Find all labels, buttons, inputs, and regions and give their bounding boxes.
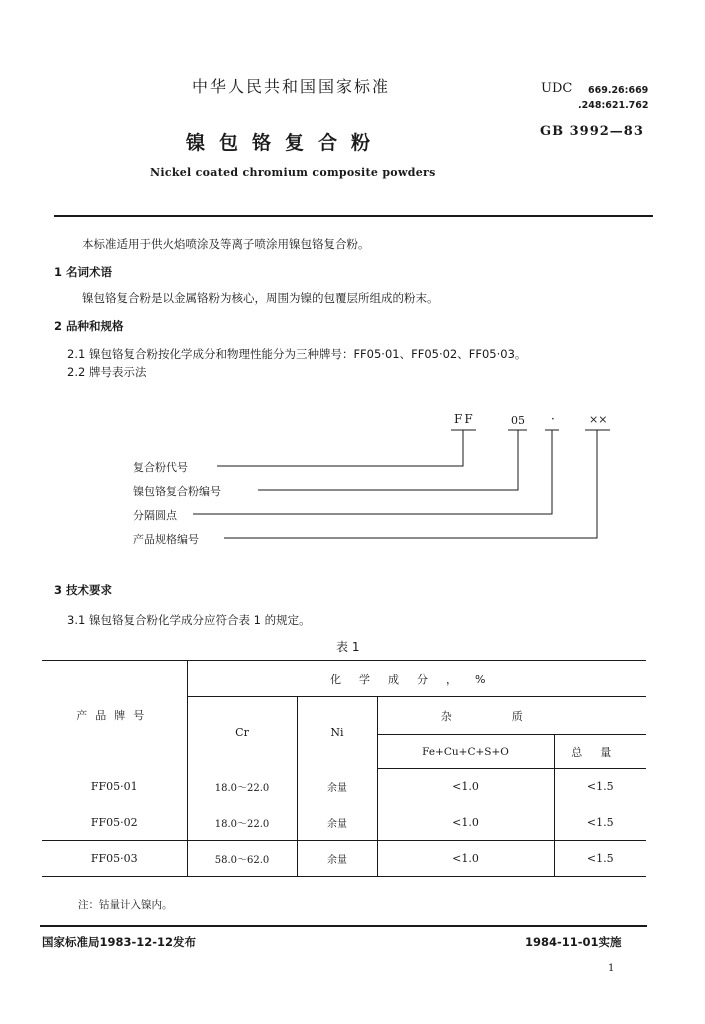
table-row: [42, 769, 646, 805]
header-impurity: 杂质: [377, 697, 646, 735]
cell-total: <1.5: [554, 769, 646, 805]
cell-ni: 余量: [297, 841, 377, 877]
section-1-heading: 1 名词术语: [54, 265, 113, 279]
cell-fe-cu-c-s-o: <1.0: [377, 841, 554, 877]
chemical-composition-table: [42, 660, 646, 877]
designation-code: FF: [454, 412, 475, 426]
cell-ni: 余量: [297, 805, 377, 841]
udc-number-line1: 669.26:669: [588, 85, 649, 96]
section-2-heading: 2 品种和规格: [54, 319, 124, 333]
table-caption: 表 1: [336, 640, 360, 654]
cell-fe-cu-c-s-o: <1.0: [377, 805, 554, 841]
cell-grade: FF05·03: [42, 841, 187, 877]
footer-rule: [40, 925, 647, 927]
table-note: 注：钴量计入镍内。: [78, 899, 173, 911]
cell-cr: 58.0～62.0: [187, 841, 297, 877]
designation-label-dot: 分隔圆点: [133, 509, 177, 522]
designation-label-number: 镍包铬复合粉编号: [133, 485, 221, 498]
section-1-text: 镍包铬复合粉是以金属铬粉为核心，周围为镍的包覆层所组成的粉末。: [82, 291, 439, 305]
cell-fe-cu-c-s-o: <1.0: [377, 769, 554, 805]
udc-number-line2: .248:621.762: [578, 100, 649, 111]
section-3-heading: 3 技术要求: [54, 583, 113, 597]
standard-number: GB 3992—83: [540, 124, 644, 139]
udc-label: UDC: [541, 81, 573, 96]
cell-total: <1.5: [554, 805, 646, 841]
header-grade: 产品牌号: [42, 661, 187, 769]
cell-cr: 18.0～22.0: [187, 769, 297, 805]
header-fe-cu-c-s-o: Fe+Cu+C+S+O: [377, 735, 554, 769]
header-chemical-composition: 化学成分，%: [187, 661, 646, 697]
cell-total: <1.5: [554, 841, 646, 877]
cell-grade: FF05·02: [90, 815, 138, 829]
table-row: [42, 841, 646, 877]
page-number: 1: [608, 963, 615, 974]
issue-date: 国家标准局1983-12-12发布: [42, 935, 197, 949]
cell-ni: 余量: [297, 769, 377, 805]
table-row: [42, 805, 646, 841]
section-3-1-text: 3.1 镍包铬复合粉化学成分应符合表 1 的规定。: [67, 613, 311, 627]
header-cr: Cr: [187, 697, 297, 769]
cell-cr: 18.0～22.0: [187, 805, 297, 841]
section-2-1-text: 2.1 镍包铬复合粉按化学成分和物理性能分为三种牌号：FF05·01、FF05·02、FF05·03。: [67, 347, 527, 361]
designation-spec: ××: [589, 413, 608, 426]
document-title: 镍包铬复合粉: [186, 132, 385, 154]
header-total: 总量: [554, 735, 646, 769]
designation-dot: ·: [551, 412, 555, 426]
document-title-english: Nickel coated chromium composite powders: [150, 166, 436, 179]
designation-label-code: 复合粉代号: [133, 461, 188, 474]
scope-paragraph: 本标准适用于供火焰喷涂及等离子喷涂用镍包铬复合粉。: [82, 237, 370, 251]
header-ni: Ni: [297, 697, 377, 769]
cell-grade: FF05·01: [90, 780, 138, 793]
standard-type-title: 中华人民共和国国家标准: [192, 77, 391, 96]
effective-date: 1984-11-01实施: [525, 935, 622, 949]
designation-label-spec: 产品规格编号: [133, 533, 199, 546]
section-2-2-text: 2.2 牌号表示法: [67, 365, 147, 379]
designation-number: 05: [511, 414, 525, 427]
